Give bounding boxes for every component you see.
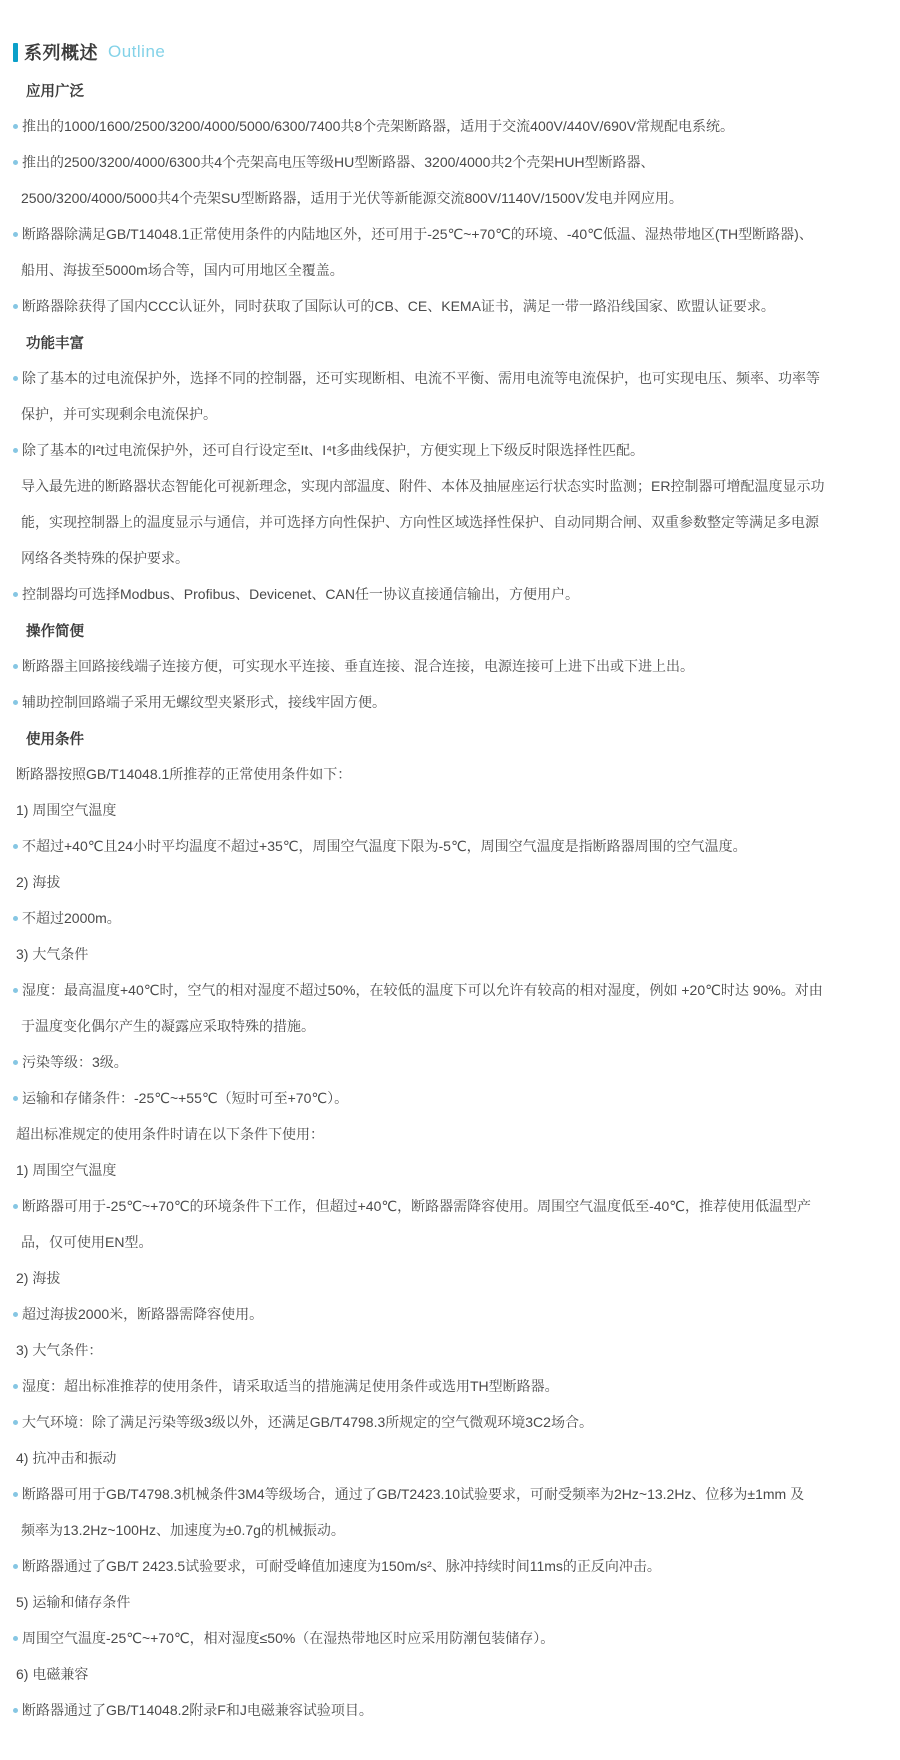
line-text: 控制器均可选择Modbus、Profibus、Devicenet、CAN任一协议直接通信输出，方便用户。: [22, 586, 579, 602]
bullet-item: [0, 1368, 900, 1404]
section-heading: [0, 612, 900, 648]
text-line: [0, 1656, 900, 1692]
text-line: [0, 1332, 900, 1368]
line-text: 不超过2000m。: [22, 910, 121, 926]
bullet-item: [0, 108, 900, 144]
bullet-dot-icon: [13, 916, 18, 921]
content-area: [0, 72, 900, 1728]
title-accent-bar: [13, 43, 18, 62]
bullet-item: [0, 288, 900, 324]
continuation-line: [0, 252, 900, 288]
line-text: 2500/3200/4000/5000共4个壳架SU型断路器，适用于光伏等新能源交流800V/1140V/1500V发电并网应用。: [21, 190, 683, 206]
bullet-dot-icon: [13, 1384, 18, 1389]
line-text: 1) 周围空气温度: [16, 1162, 117, 1178]
continuation-line: [0, 1224, 900, 1260]
page-title-cn: 系列概述: [24, 43, 98, 63]
continuation-line: [0, 540, 900, 576]
text-line: [0, 1440, 900, 1476]
continuation-line: [0, 1512, 900, 1548]
bullet-dot-icon: [13, 1312, 18, 1317]
bullet-item: [0, 1620, 900, 1656]
bullet-dot-icon: [13, 664, 18, 669]
line-text: 功能丰富: [26, 335, 84, 352]
line-text: 断路器通过了GB/T 2423.5试验要求，可耐受峰值加速度为150m/s²、脉冲持续时间11ms的正反向冲击。: [22, 1558, 661, 1574]
bullet-item: [0, 1188, 900, 1224]
line-text: 断路器通过了GB/T14048.2附录F和J电磁兼容试验项目。: [22, 1702, 373, 1718]
text-line: [0, 936, 900, 972]
text-line: [0, 864, 900, 900]
line-text: 湿度：超出标准推荐的使用条件，请采取适当的措施满足使用条件或选用TH型断路器。: [22, 1378, 559, 1394]
line-text: 推出的1000/1600/2500/3200/4000/5000/6300/7400共8个壳架断路器，适用于交流400V/440V/690V常规配电系统。: [22, 118, 735, 134]
bullet-dot-icon: [13, 1564, 18, 1569]
bullet-item: [0, 684, 900, 720]
bullet-item: [0, 576, 900, 612]
line-text: 辅助控制回路端子采用无螺纹型夹紧形式，接线牢固方便。: [22, 694, 386, 710]
bullet-dot-icon: [13, 1060, 18, 1065]
bullet-dot-icon: [13, 592, 18, 597]
line-text: 于温度变化偶尔产生的凝露应采取特殊的措施。: [21, 1018, 315, 1034]
line-text: 断路器按照GB/T14048.1所推荐的正常使用条件如下：: [16, 766, 352, 782]
line-text: 使用条件: [26, 731, 84, 748]
bullet-dot-icon: [13, 1492, 18, 1497]
page-title-en: Outline: [108, 42, 166, 61]
line-text: 大气环境：除了满足污染等级3级以外，还满足GB/T4798.3所规定的空气微观环境3C2场合。: [22, 1414, 593, 1430]
bullet-dot-icon: [13, 124, 18, 129]
bullet-dot-icon: [13, 1420, 18, 1425]
bullet-item: [0, 360, 900, 396]
bullet-item: [0, 1044, 900, 1080]
line-text: 周围空气温度-25℃~+70℃，相对湿度≤50%（在湿热带地区时应采用防潮包装储存）。: [22, 1630, 555, 1646]
section-title: [13, 38, 165, 66]
bullet-item: [0, 216, 900, 252]
line-text: 导入最先进的断路器状态智能化可视新理念，实现内部温度、附件、本体及抽屉座运行状态实时监测；ER控制器可增配温度显示功: [21, 478, 825, 494]
section-heading: [0, 720, 900, 756]
line-text: 断路器主回路接线端子连接方便，可实现水平连接、垂直连接、混合连接，电源连接可上进下出或下进上出。: [22, 658, 694, 674]
line-text: 推出的2500/3200/4000/6300共4个壳架高电压等级HU型断路器、3200/4000共2个壳架HUH型断路器、: [22, 154, 655, 170]
line-text: 除了基本的过电流保护外，选择不同的控制器，还可实现断相、电流不平衡、需用电流等电流保护，也可实现电压、频率、功率等: [22, 370, 820, 386]
bullet-item: [0, 144, 900, 180]
line-text: 频率为13.2Hz~100Hz、加速度为±0.7g的机械振动。: [21, 1522, 345, 1538]
line-text: 保护，并可实现剩余电流保护。: [21, 406, 217, 422]
text-line: [0, 1584, 900, 1620]
continuation-line: [0, 504, 900, 540]
bullet-dot-icon: [13, 304, 18, 309]
line-text: 超出标准规定的使用条件时请在以下条件下使用：: [16, 1126, 324, 1142]
bullet-item: [0, 972, 900, 1008]
line-text: 1) 周围空气温度: [16, 802, 117, 818]
line-text: 3) 大气条件: [16, 946, 89, 962]
bullet-item: [0, 648, 900, 684]
bullet-item: [0, 432, 900, 468]
bullet-dot-icon: [13, 1708, 18, 1713]
line-text: 船用、海拔至5000m场合等，国内可用地区全覆盖。: [21, 262, 344, 278]
line-text: 断路器除获得了国内CCC认证外，同时获取了国际认可的CB、CE、KEMA证书，满足一带一路沿线国家、欧盟认证要求。: [22, 298, 775, 314]
line-text: 超过海拔2000米，断路器需降容使用。: [22, 1306, 264, 1322]
line-text: 断路器可用于-25℃~+70℃的环境条件下工作，但超过+40℃，断路器需降容使用。周围空气温度低至-40℃，推荐使用低温型产: [22, 1198, 812, 1214]
text-line: [0, 756, 900, 792]
bullet-dot-icon: [13, 1204, 18, 1209]
continuation-line: [0, 396, 900, 432]
line-text: 4) 抗冲击和振动: [16, 1450, 117, 1466]
bullet-dot-icon: [13, 232, 18, 237]
bullet-dot-icon: [13, 1636, 18, 1641]
continuation-line: [0, 468, 900, 504]
line-text: 网络各类特殊的保护要求。: [21, 550, 189, 566]
bullet-item: [0, 1080, 900, 1116]
line-text: 能，实现控制器上的温度显示与通信，并可选择方向性保护、方向性区域选择性保护、自动同期合闸、双重参数整定等满足多电源: [21, 514, 819, 530]
line-text: 品，仅可使用EN型。: [21, 1234, 153, 1250]
line-text: 应用广泛: [26, 83, 84, 100]
line-text: 6) 电磁兼容: [16, 1666, 89, 1682]
bullet-item: [0, 1476, 900, 1512]
text-line: [0, 1260, 900, 1296]
bullet-dot-icon: [13, 448, 18, 453]
bullet-dot-icon: [13, 700, 18, 705]
bullet-dot-icon: [13, 376, 18, 381]
line-text: 断路器可用于GB/T4798.3机械条件3M4等级场合，通过了GB/T2423.10试验要求，可耐受频率为2Hz~13.2Hz、位移为±1mm 及: [22, 1486, 805, 1502]
bullet-dot-icon: [13, 844, 18, 849]
text-line: [0, 1116, 900, 1152]
line-text: 不超过+40℃且24小时平均温度不超过+35℃，周围空气温度下限为-5℃，周围空气温度是指断路器周围的空气温度。: [22, 838, 747, 854]
bullet-item: [0, 1296, 900, 1332]
bullet-dot-icon: [13, 1096, 18, 1101]
line-text: 5) 运输和储存条件: [16, 1594, 131, 1610]
line-text: 3) 大气条件：: [16, 1342, 103, 1358]
line-text: 断路器除满足GB/T14048.1正常使用条件的内陆地区外，还可用于-25℃~+70℃的环境、-40℃低温、湿热带地区(TH型断路器)、: [22, 226, 813, 242]
continuation-line: [0, 1008, 900, 1044]
line-text: 运输和存储条件：-25℃~+55℃（短时可至+70℃）。: [22, 1090, 349, 1106]
text-line: [0, 792, 900, 828]
line-text: 2) 海拔: [16, 1270, 61, 1286]
bullet-item: [0, 1692, 900, 1728]
bullet-item: [0, 900, 900, 936]
continuation-line: [0, 180, 900, 216]
line-text: 操作简便: [26, 623, 84, 640]
line-text: 污染等级：3级。: [22, 1054, 128, 1070]
bullet-item: [0, 1548, 900, 1584]
section-heading: [0, 72, 900, 108]
line-text: 2) 海拔: [16, 874, 61, 890]
bullet-item: [0, 1404, 900, 1440]
bullet-dot-icon: [13, 988, 18, 993]
bullet-dot-icon: [13, 160, 18, 165]
bullet-item: [0, 828, 900, 864]
text-line: [0, 1152, 900, 1188]
line-text: 除了基本的I²t过电流保护外，还可自行设定至It、I⁴t多曲线保护，方便实现上下级反时限选择性匹配。: [22, 442, 645, 458]
section-heading: [0, 324, 900, 360]
line-text: 湿度：最高温度+40℃时，空气的相对湿度不超过50%，在较低的温度下可以允许有较高的相对湿度，例如 +20℃时达 90%。对由: [22, 982, 823, 998]
